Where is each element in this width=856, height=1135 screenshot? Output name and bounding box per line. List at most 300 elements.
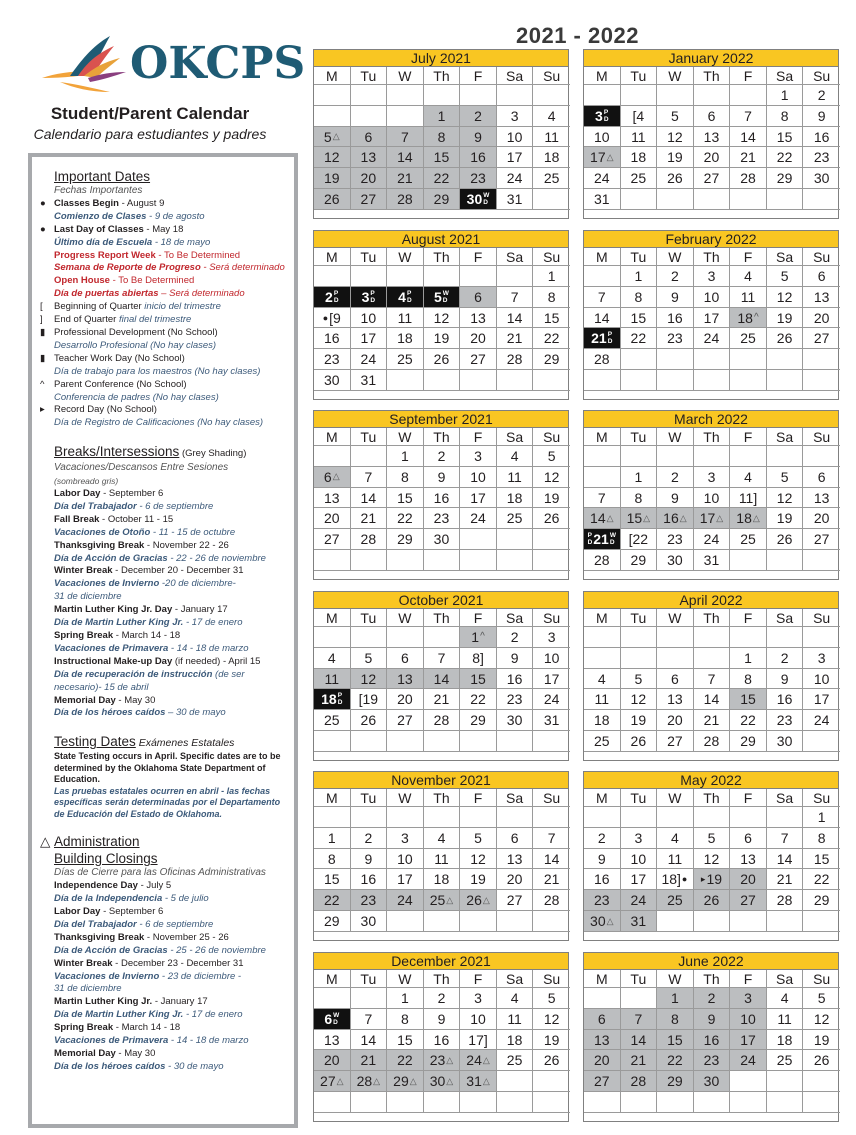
day-number: 3 [474, 447, 482, 464]
day-number: 10 [360, 309, 377, 326]
day-number: 29 [813, 892, 830, 909]
day-number: 6 [597, 1010, 606, 1027]
day-cell [584, 689, 621, 710]
day-number: 19 [667, 149, 683, 166]
month-march-2022 [583, 410, 839, 580]
day-cell [424, 648, 461, 669]
day-number: 23 [470, 170, 486, 187]
empty-cell [351, 1092, 388, 1113]
day-number: 6 [744, 829, 752, 846]
day-cell [460, 349, 497, 370]
day-number: 14 [703, 691, 720, 708]
day-number: 6 [364, 128, 373, 145]
day-cell [314, 508, 351, 529]
day-number: 11 [544, 128, 559, 145]
day-number: 25 [543, 170, 560, 187]
day-number: 24 [630, 892, 647, 909]
day-cell [767, 168, 804, 189]
bird-logo-icon [40, 32, 130, 94]
day-number: 4 [510, 447, 519, 464]
day-cell [584, 550, 621, 571]
day-cell [694, 828, 731, 849]
triangle-icon: △ [606, 915, 614, 926]
empty-cell [621, 85, 658, 106]
day-number: 12 [776, 489, 793, 506]
day-cell [387, 529, 424, 550]
day-cell [460, 328, 497, 349]
weekday-header: Su [803, 67, 840, 85]
day-number: 22 [776, 149, 793, 166]
day-number: 1 [744, 649, 752, 666]
day-number: 29 [740, 733, 756, 750]
day-cell [767, 287, 804, 308]
day-cell [351, 828, 388, 849]
testing-note: State Testing occurs in April. Specific dates are to be determined by the Oklahoma State Department of Education. [54, 751, 281, 785]
day-cell [424, 869, 461, 890]
day-number: 26 [543, 510, 560, 527]
bracket-close-icon: ] [40, 314, 43, 326]
day-number: 12 [360, 670, 377, 687]
day-cell [533, 648, 570, 669]
weekday-header: F [730, 428, 767, 446]
day-cell [730, 168, 767, 189]
admin-thanksgiving-es: Día de Acción de Gracias - 25 - 26 de noviembre [54, 944, 266, 956]
empty-cell [730, 189, 767, 210]
day-cell [533, 627, 570, 648]
day-number: 19 [776, 510, 793, 527]
day-number: 11 [631, 128, 646, 145]
empty-cell [657, 189, 694, 210]
admin-independence-es: Día de la Independencia - 5 de julio [54, 893, 209, 905]
empty-cell [497, 370, 534, 391]
day-number: 23 [776, 712, 793, 729]
day-number: 13 [593, 1031, 610, 1048]
day-number: 14 [630, 1031, 647, 1048]
day-cell [460, 1071, 497, 1092]
day-cell [314, 529, 351, 550]
day-number: 29 [397, 531, 413, 548]
weekday-header: Su [533, 789, 570, 807]
day-number: 12 [433, 309, 450, 326]
day-cell [460, 287, 497, 308]
day-number: 29 [323, 913, 340, 930]
weekday-header: M [584, 970, 621, 988]
empty-cell [351, 85, 388, 106]
day-number: 7 [364, 1010, 373, 1027]
day-cell [694, 669, 731, 690]
day-number: 16 [593, 871, 610, 888]
day-cell [803, 1050, 840, 1071]
day-cell [621, 287, 658, 308]
break-mlk-es: Día de Martin Luther King Jr. - 17 de enero [54, 617, 243, 629]
day-number: 19 [543, 489, 560, 506]
empty-cell [621, 1092, 658, 1113]
bullet-icon: ● [322, 312, 329, 323]
empty-cell [424, 85, 461, 106]
day-number: 30 [360, 913, 377, 930]
day-cell [621, 308, 658, 329]
day-number: 18 [321, 691, 337, 708]
empty-cell [387, 266, 424, 287]
day-number: 8 [547, 288, 556, 305]
day-cell [803, 529, 840, 550]
weekday-header: M [584, 428, 621, 446]
day-cell [460, 1030, 497, 1051]
logo-text: OKCPS [130, 38, 306, 89]
weekday-header: Tu [621, 970, 658, 988]
day-number: 3 [817, 649, 826, 666]
day-number: 6 [510, 829, 519, 846]
day-number: 1 [634, 267, 643, 284]
empty-cell [621, 189, 658, 210]
day-number: 22 [667, 1052, 683, 1069]
empty-cell [803, 1092, 840, 1113]
triangle-icon: △ [716, 512, 724, 523]
empty-cell [314, 807, 351, 828]
empty-cell [351, 266, 388, 287]
weekday-header: W [387, 789, 424, 807]
weekday-header: F [730, 609, 767, 627]
day-number: 14 [397, 149, 413, 166]
day-cell [533, 710, 570, 731]
break-thanksgiving: Thanksgiving Break - November 22 - 26 [54, 539, 229, 551]
day-number: 11] [738, 489, 758, 506]
empty-cell [584, 988, 621, 1009]
day-number: 16 [433, 1031, 450, 1048]
day-cell [621, 488, 658, 509]
weekday-header: Sa [767, 789, 804, 807]
day-number: 21 [593, 531, 609, 548]
day-number: 8 [671, 1010, 679, 1027]
day-cell [424, 127, 461, 148]
testing-heading: Testing Dates Exámenes Estatales [54, 734, 235, 750]
day-cell [387, 1050, 424, 1071]
weekday-header: F [460, 428, 497, 446]
weekday-header: M [584, 248, 621, 266]
empty-cell [584, 648, 621, 669]
day-number: 24 [397, 892, 413, 909]
weekday-header: Tu [351, 248, 388, 266]
day-number: 1 [401, 989, 409, 1006]
weekday-header: F [460, 248, 497, 266]
weekday-header: M [314, 248, 351, 266]
day-cell [387, 508, 424, 529]
day-cell [387, 689, 424, 710]
day-number: 30 [590, 913, 606, 930]
day-cell [387, 828, 424, 849]
weekday-header: M [584, 609, 621, 627]
day-number: 18 [506, 489, 523, 506]
day-cell [314, 669, 351, 690]
day-cell [584, 669, 621, 690]
day-number: 7 [437, 649, 446, 666]
day-number: 3 [707, 267, 716, 284]
testing-note-es: Las pruebas estatales ocurren en abril - las fechas específicas serán determinadas por el Departamento de Educación del Estado de Oklahoma. [54, 785, 281, 819]
day-cell [657, 1030, 694, 1051]
day-marker-icon: P D [333, 289, 339, 304]
day-number: 20 [323, 1052, 340, 1069]
day-cell [387, 127, 424, 148]
empty-cell [584, 627, 621, 648]
day-number: 21 [740, 149, 756, 166]
day-cell [314, 328, 351, 349]
day-cell [351, 189, 388, 210]
month-title: August 2021 [314, 231, 568, 248]
day-number: 20 [667, 712, 683, 729]
legend-end-quarter: ] End of Quarter final del trimestre [40, 314, 192, 326]
day-number: 28 [703, 733, 720, 750]
break-thanksgiving-es: Día de Acción de Gracias - 22 - 26 de noviembre [54, 552, 266, 564]
day-cell [730, 710, 767, 731]
day-cell [584, 529, 621, 550]
empty-cell [694, 627, 731, 648]
triangle-icon: △ [606, 151, 614, 162]
day-number: 18 [593, 712, 610, 729]
day-cell [314, 168, 351, 189]
day-number: 22 [630, 330, 647, 347]
day-number: 5 [434, 288, 442, 305]
empty-cell [730, 349, 767, 370]
day-cell [730, 1009, 767, 1030]
day-cell [694, 890, 731, 911]
day-number: 11 [740, 288, 756, 305]
day-cell [424, 1030, 461, 1051]
day-number: 10 [470, 468, 486, 485]
day-cell [314, 1071, 351, 1092]
day-cell [497, 849, 534, 870]
day-cell [387, 869, 424, 890]
day-cell [533, 869, 570, 890]
day-cell [533, 147, 570, 168]
empty-cell [533, 529, 570, 550]
empty-cell [387, 731, 424, 752]
day-number: 22 [813, 871, 830, 888]
day-number: 1 [401, 447, 409, 464]
legend-open-house-es: Día de puertas abiertas – Será determinado [54, 288, 245, 300]
day-cell [584, 127, 621, 148]
school-year: 2021 - 2022 [516, 23, 639, 48]
day-number: 28 [356, 1073, 373, 1090]
day-number: 21 [776, 871, 793, 888]
admin-winter-es: Vacaciones de Invierno - 23 de diciembre - [54, 970, 242, 982]
day-cell [314, 1009, 351, 1030]
day-number: 7 [744, 107, 752, 124]
empty-cell [387, 106, 424, 127]
day-marker-icon: P D [587, 532, 593, 547]
day-cell [767, 710, 804, 731]
day-cell [803, 689, 840, 710]
day-number: 11 [434, 850, 449, 867]
breaks-heading: Breaks/Intersessions (Grey Shading) [54, 444, 247, 460]
day-number: 16 [470, 149, 486, 166]
weekday-header: Su [533, 248, 570, 266]
day-number: 13 [667, 691, 683, 708]
day-cell [803, 849, 840, 870]
day-cell [387, 1071, 424, 1092]
day-number: 21 [397, 170, 413, 187]
day-cell [621, 529, 658, 550]
day-number: 18 [543, 149, 560, 166]
legend-record-day: ▸ Record Day (No School) [40, 404, 157, 416]
day-cell [621, 1009, 658, 1030]
break-mlk: Martin Luther King Jr. Day - January 17 [54, 604, 228, 616]
day-marker-icon: W D [442, 289, 449, 304]
day-number: 22 [740, 712, 756, 729]
weekday-header: F [730, 789, 767, 807]
admin-heading-es: Días de Cierre para las Oficinas Administrativas [54, 867, 266, 879]
day-cell [387, 467, 424, 488]
day-number: 20 [813, 309, 830, 326]
day-cell [351, 308, 388, 329]
day-cell [424, 508, 461, 529]
day-number: 21 [630, 1052, 647, 1069]
day-number: 4 [437, 829, 446, 846]
day-number: 4 [671, 829, 679, 846]
day-cell [460, 488, 497, 509]
day-cell [730, 529, 767, 550]
empty-cell [694, 85, 731, 106]
day-cell [584, 508, 621, 529]
day-number: 24 [543, 691, 560, 708]
day-number: [22 [628, 531, 649, 548]
weekday-header: W [657, 609, 694, 627]
empty-cell [351, 807, 388, 828]
weekday-header: Sa [767, 428, 804, 446]
empty-cell [351, 627, 388, 648]
empty-cell [584, 446, 621, 467]
day-cell [533, 1030, 570, 1051]
day-number: 8 [437, 128, 446, 145]
day-cell [803, 869, 840, 890]
day-number: 14 [776, 850, 793, 867]
day-cell [351, 1050, 388, 1071]
day-number: 14 [433, 670, 450, 687]
day-number: 10 [470, 1010, 486, 1027]
day-cell [387, 890, 424, 911]
day-number: 14 [740, 128, 756, 145]
day-number: 7 [707, 670, 716, 687]
day-number: 3 [361, 288, 370, 305]
day-cell [657, 550, 694, 571]
day-number: 9 [437, 468, 446, 485]
weekday-header: W [657, 428, 694, 446]
triangle-icon: △ [373, 1075, 381, 1086]
day-number: 22 [543, 330, 560, 347]
weekday-header: Su [533, 970, 570, 988]
day-number: 5 [547, 447, 556, 464]
admin-heading-2: Building Closings [54, 851, 158, 867]
empty-cell [657, 446, 694, 467]
empty-cell [387, 627, 424, 648]
day-number: 24 [506, 170, 523, 187]
day-cell [730, 266, 767, 287]
day-number: 27 [740, 892, 756, 909]
day-number: [19 [358, 691, 379, 708]
day-cell [497, 508, 534, 529]
day-number: [4 [632, 107, 645, 124]
day-number: 3 [510, 107, 519, 124]
day-number: 23 [433, 510, 450, 527]
admin-winter-es-2: 31 de diciembre [54, 983, 122, 995]
empty-cell [621, 370, 658, 391]
day-cell [803, 85, 840, 106]
day-number: 30 [813, 170, 830, 187]
day-cell [694, 988, 731, 1009]
weekday-header: F [730, 970, 767, 988]
empty-cell [803, 446, 840, 467]
day-cell [460, 467, 497, 488]
day-number: 9 [780, 670, 789, 687]
empty-cell [460, 731, 497, 752]
triangle-icon: △ [606, 512, 614, 523]
day-number: 25 [397, 351, 413, 368]
day-number: 24 [466, 1052, 482, 1069]
day-number: 5 [323, 128, 332, 145]
arrow-right-icon: ▸ [40, 404, 45, 416]
day-number: 6 [324, 1010, 333, 1027]
day-number: 16 [703, 1031, 720, 1048]
day-number: 6 [817, 267, 826, 284]
empty-cell [803, 550, 840, 571]
empty-cell [621, 446, 658, 467]
day-cell [387, 648, 424, 669]
day-cell [351, 710, 388, 731]
day-number: 27 [323, 531, 340, 548]
day-number: 5 [817, 989, 826, 1006]
day-cell [314, 287, 351, 308]
empty-cell [730, 627, 767, 648]
day-cell [803, 308, 840, 329]
triangle-icon: △ [482, 1075, 490, 1086]
day-cell [621, 710, 658, 731]
pd-box-icon: ▮ [40, 326, 46, 338]
weekday-header: Sa [497, 789, 534, 807]
legend-panel [28, 153, 298, 1128]
day-cell [657, 1071, 694, 1092]
weekday-header: Tu [621, 789, 658, 807]
empty-cell [424, 807, 461, 828]
weekday-header: Sa [767, 67, 804, 85]
day-cell [730, 467, 767, 488]
day-cell [730, 1030, 767, 1051]
day-cell [497, 446, 534, 467]
day-cell [767, 849, 804, 870]
day-number: 24 [813, 712, 830, 729]
break-memorial-es: Día de los héroes caídos – 30 de mayo [54, 707, 226, 719]
day-number: 24 [593, 170, 610, 187]
day-cell [621, 869, 658, 890]
day-cell [657, 529, 694, 550]
empty-cell [387, 911, 424, 932]
day-cell [533, 988, 570, 1009]
day-number: 24 [703, 531, 720, 548]
day-cell [621, 467, 658, 488]
day-number: 25 [776, 1052, 793, 1069]
day-cell [584, 1009, 621, 1030]
triangle-icon: △ [446, 1075, 454, 1086]
triangle-icon: △ [446, 1054, 454, 1065]
day-cell [584, 308, 621, 329]
day-cell [533, 287, 570, 308]
day-number: 9 [671, 288, 679, 305]
day-number: 30 [667, 552, 683, 569]
day-cell [533, 446, 570, 467]
day-cell [803, 127, 840, 148]
day-number: 30 [323, 372, 340, 389]
weekday-header: W [387, 609, 424, 627]
day-number: 13 [360, 149, 377, 166]
day-number: 25 [323, 712, 340, 729]
